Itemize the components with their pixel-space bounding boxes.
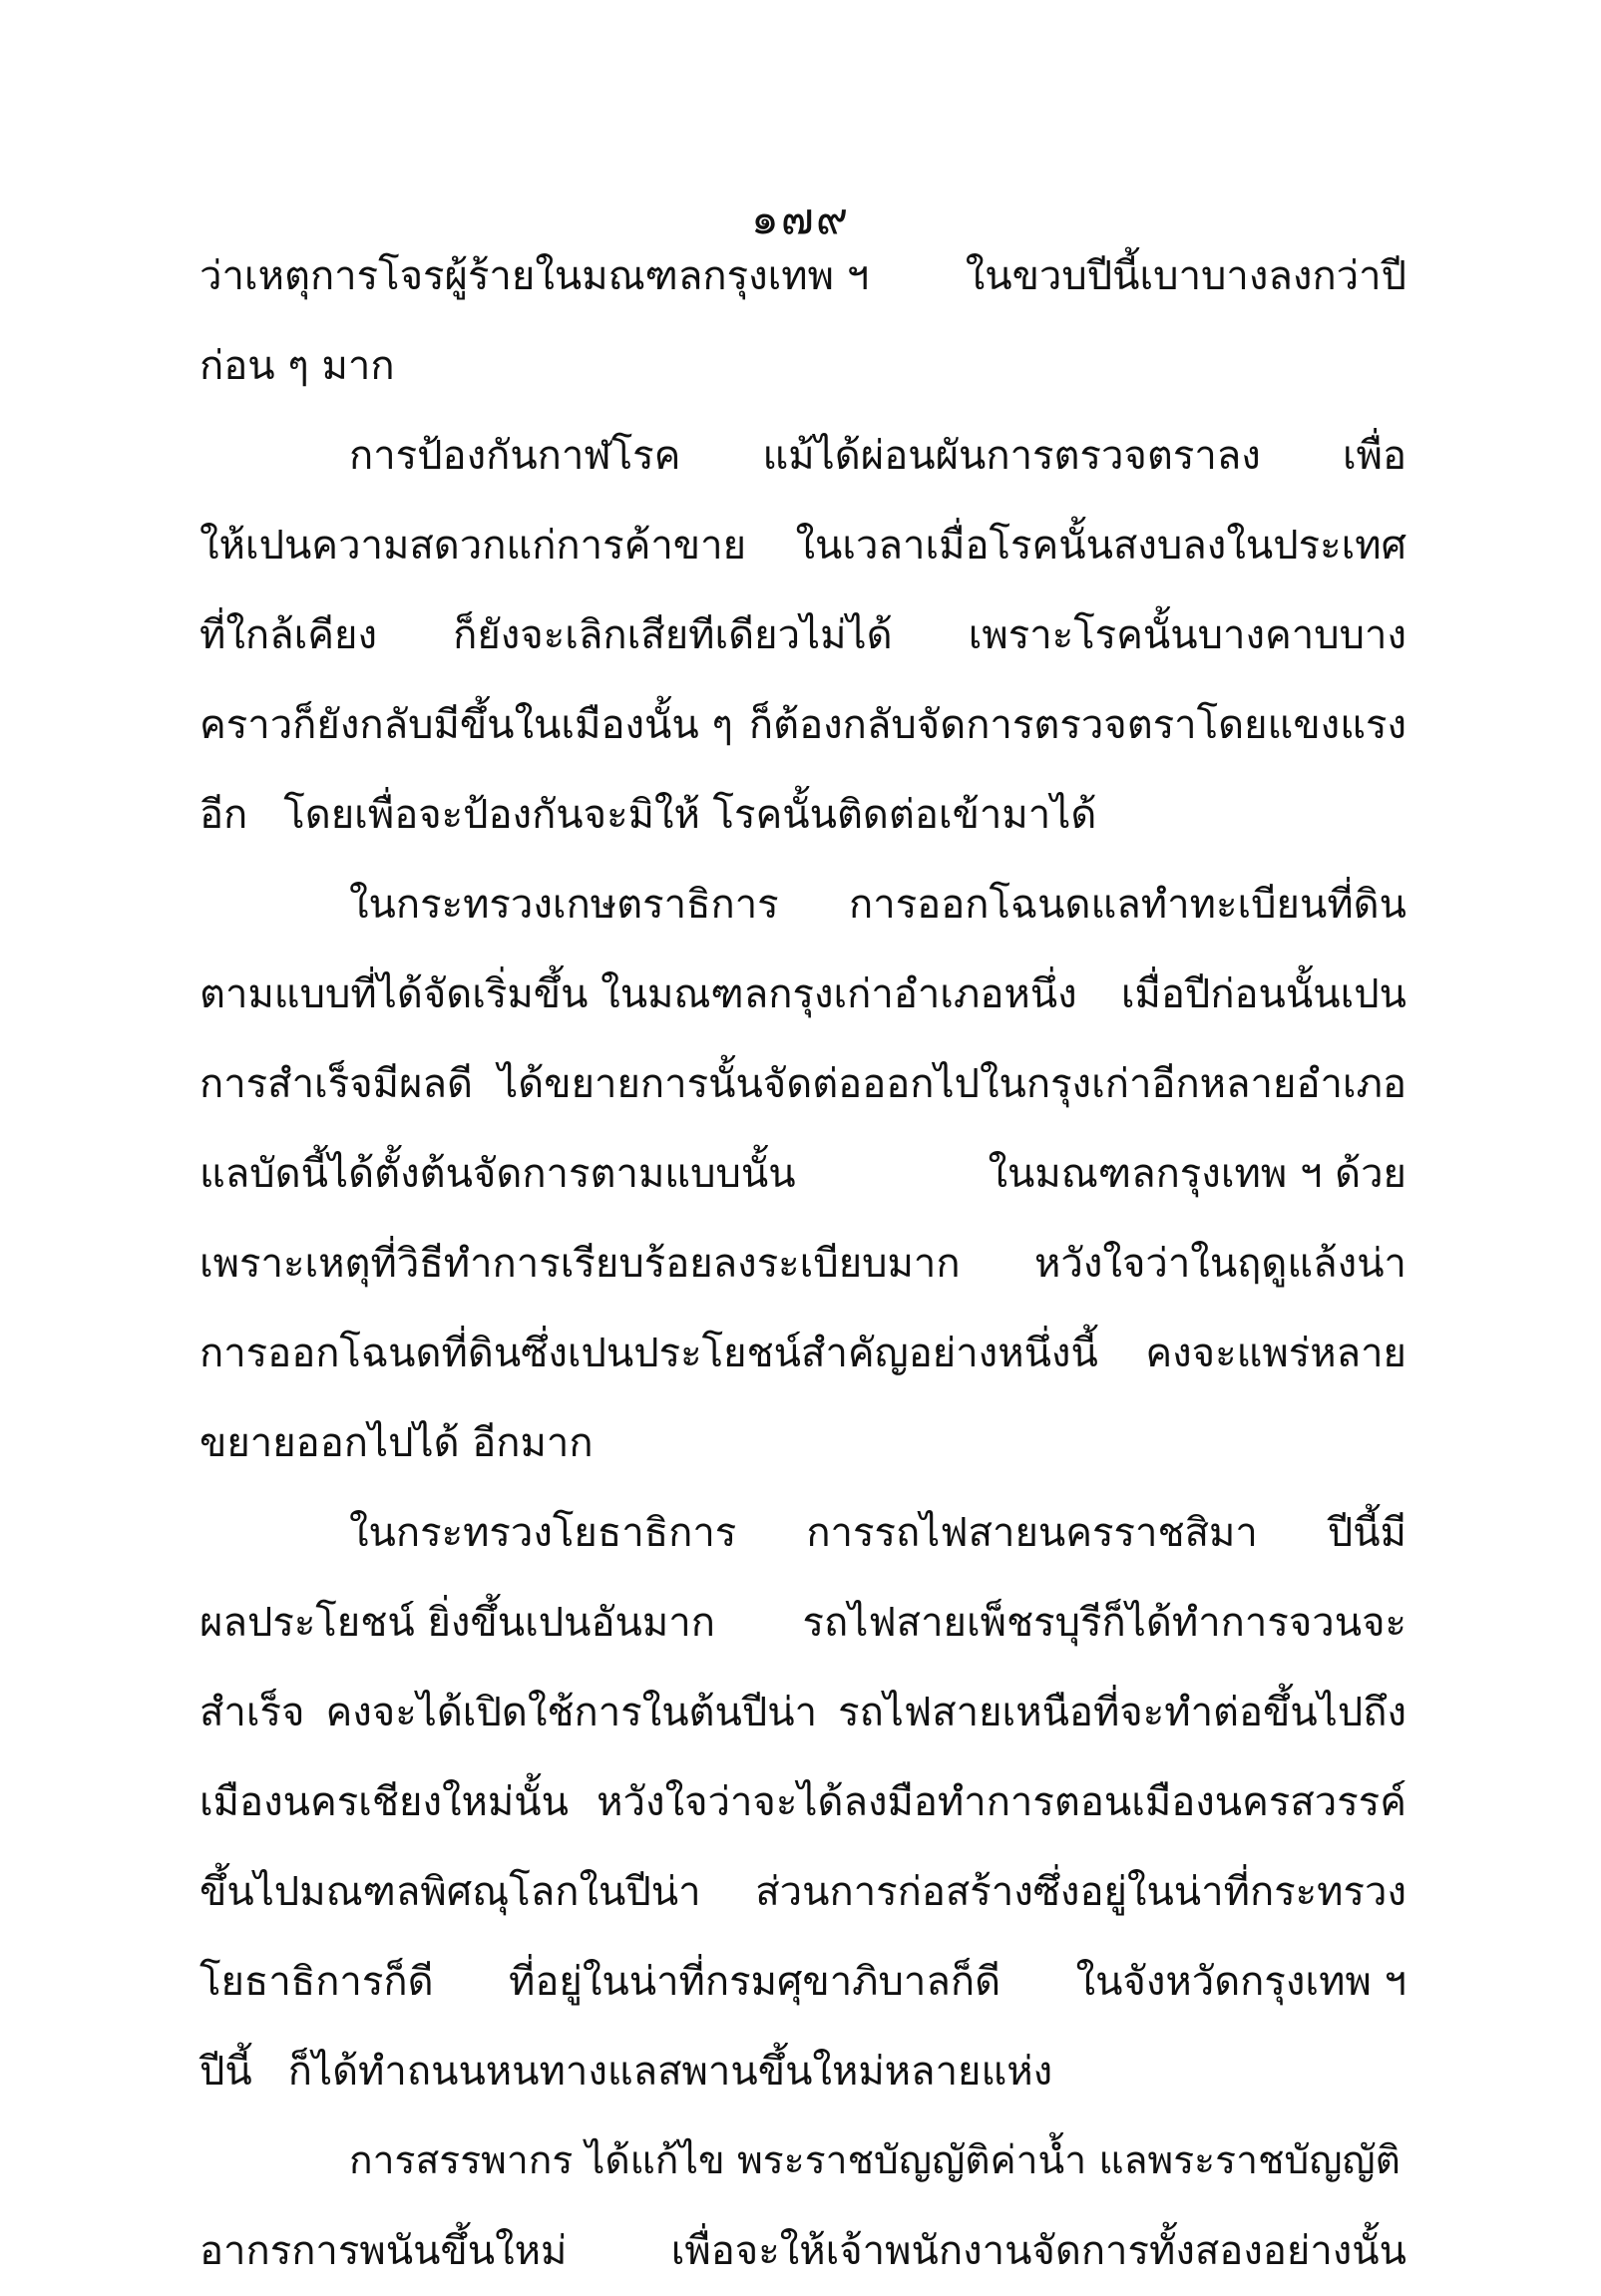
text-segment: ตามแบบที่ได้จัดเริ่มขึ้น ในมณฑลกรุงเก่าอำเภอหนึ่ง <box>200 971 1077 1017</box>
text-line <box>200 1309 1406 1398</box>
text-line <box>200 1757 1406 1847</box>
text-line <box>200 411 1406 501</box>
text-segment: เพื่อจะให้เจ้าพนักงานจัดการทั้งสองอย่างนั้น <box>670 2228 1406 2274</box>
text-segment: รถไฟสายเหนือที่จะทำต่อขึ้นไปถึง <box>838 1690 1406 1735</box>
text-segment: ปีนี้ <box>200 2049 252 2095</box>
text-line <box>200 860 1406 950</box>
text-segment: ผลประโยชน์ ยิ่งขึ้นเปนอันมาก <box>200 1600 715 1646</box>
text-segment: ที่ใกล้เคียง <box>200 612 378 658</box>
text-segment: การออกโฉนดแลทำทะเบียนที่ดิน <box>849 882 1406 928</box>
text-segment: ก็ต้องกลับจัดการตรวจตราโดยแขงแรง <box>748 702 1406 748</box>
page-number: ๑๗๙ <box>750 193 851 244</box>
text-line <box>200 1488 1406 1578</box>
text-segment: สำเร็จ <box>200 1690 305 1735</box>
body-text <box>200 231 1406 2296</box>
text-line <box>200 501 1406 590</box>
text-segment: ในกระทรวงโยธาธิการ <box>349 1510 737 1556</box>
text-segment: แลบัดนี้ได้ตั้งต้นจัดการตามแบบนั้น <box>200 1151 796 1197</box>
text-segment: ก็ได้ทำถนนหนทางแลสพานขึ้นใหม่หลายแห่ง <box>287 2049 1053 2095</box>
text-segment: การรถไฟสายนครราชสิมา <box>806 1510 1258 1556</box>
text-line <box>200 2206 1406 2296</box>
text-segment: เพื่อ <box>1342 433 1406 479</box>
text-line <box>200 1847 1406 1937</box>
text-segment: โดยเพื่อจะป้องกันจะมิให้ โรคนั้นติดต่อเข้ามาได้ <box>283 792 1097 838</box>
text-segment: ว่าเหตุการโจรผู้ร้ายในมณฑลกรุงเทพ ฯ <box>200 253 870 299</box>
text-segment: ที่อยู่ในน่าที่กรมศุขาภิบาลก็ดี <box>509 1959 1001 2005</box>
text-line <box>200 1039 1406 1129</box>
text-segment: เพราะโรคนั้นบางคาบบาง <box>968 612 1406 658</box>
text-segment: ในเวลาเมื่อโรคนั้นสงบลงในประเทศ <box>795 523 1406 569</box>
text-segment: ขึ้นไปมณฑลพิศณุโลกในปีน่า <box>200 1869 701 1915</box>
text-segment: ให้เปนความสดวกแก่การค้าขาย <box>200 523 747 569</box>
text-line <box>200 2116 1406 2206</box>
text-line <box>200 1578 1406 1668</box>
text-segment: หวังใจว่าจะได้ลงมือทำการตอนเมืองนครสวรรค์ <box>597 1779 1406 1825</box>
text-segment: เพราะเหตุที่วิธีทำการเรียบร้อยลงระเบียบมาก <box>200 1241 961 1287</box>
text-segment: ปีนี้มี <box>1327 1510 1406 1556</box>
text-segment: คงจะได้เปิดใช้การในต้นปีน่า <box>325 1690 818 1735</box>
text-segment: ขยายออกไปได้ อีกมาก <box>200 1420 594 1466</box>
text-line <box>200 590 1406 680</box>
text-segment: คราวก็ยังกลับมีขึ้นในเมืองนั้น ๆ <box>200 702 733 748</box>
text-segment: อีก <box>200 792 248 838</box>
text-segment: โยธาธิการก็ดี <box>200 1959 434 2005</box>
text-segment: การป้องกันกาฬโรค <box>349 433 681 479</box>
text-segment: คงจะแพร่หลาย <box>1145 1331 1406 1376</box>
text-line <box>200 1219 1406 1309</box>
text-line <box>200 321 1406 411</box>
text-line <box>200 231 1406 321</box>
text-segment: รถไฟสายเพ็ชรบุรีก็ได้ทำการจวนจะ <box>802 1600 1406 1646</box>
text-segment: เมื่อปีก่อนนั้นเปน <box>1120 971 1406 1017</box>
text-segment: ก่อน ๆ มาก <box>200 343 395 389</box>
text-line <box>200 1668 1406 1757</box>
text-segment: หวังใจว่าในฤดูแล้งน่า <box>1034 1241 1406 1287</box>
text-line <box>200 1398 1406 1488</box>
text-segment: ในมณฑลกรุงเทพ ฯ ด้วย <box>988 1151 1406 1197</box>
text-line <box>200 680 1406 770</box>
text-segment: ในจังหวัดกรุงเทพ ฯ <box>1075 1959 1406 2005</box>
text-segment: ส่วนการก่อสร้างซึ่งอยู่ในน่าที่กระทรวง <box>755 1869 1406 1915</box>
text-segment: ในขวบปีนี้เบาบางลงกว่าปี <box>965 253 1406 299</box>
text-segment: การสำเร็จมีผลดี <box>200 1061 473 1107</box>
text-segment: ในกระทรวงเกษตราธิการ <box>349 882 779 928</box>
text-segment: แม้ได้ผ่อนผันการตรวจตราลง <box>762 433 1261 479</box>
text-segment: ก็ยังจะเลิกเสียทีเดียวไม่ได้ <box>453 612 893 658</box>
text-line <box>200 2027 1406 2116</box>
text-line <box>200 770 1406 860</box>
text-line <box>200 1129 1406 1219</box>
text-line <box>200 950 1406 1039</box>
text-segment: การสรรพากร ได้แก้ไข พระราชบัญญัติค่าน้ำ แลพระราชบัญญัติ <box>349 2138 1401 2183</box>
text-segment: ได้ขยายการนั้นจัดต่อออกไปในกรุงเก่าอีกหลายอำเภอ <box>498 1061 1406 1107</box>
text-line <box>200 1937 1406 2027</box>
text-segment: การออกโฉนดที่ดินซึ่งเปนประโยชน์สำคัญอย่างหนึ่งนี้ <box>200 1331 1098 1376</box>
text-segment: เมืองนครเชียงใหม่นั้น <box>200 1779 569 1825</box>
text-segment: อากรการพนันขึ้นใหม่ <box>200 2228 568 2274</box>
